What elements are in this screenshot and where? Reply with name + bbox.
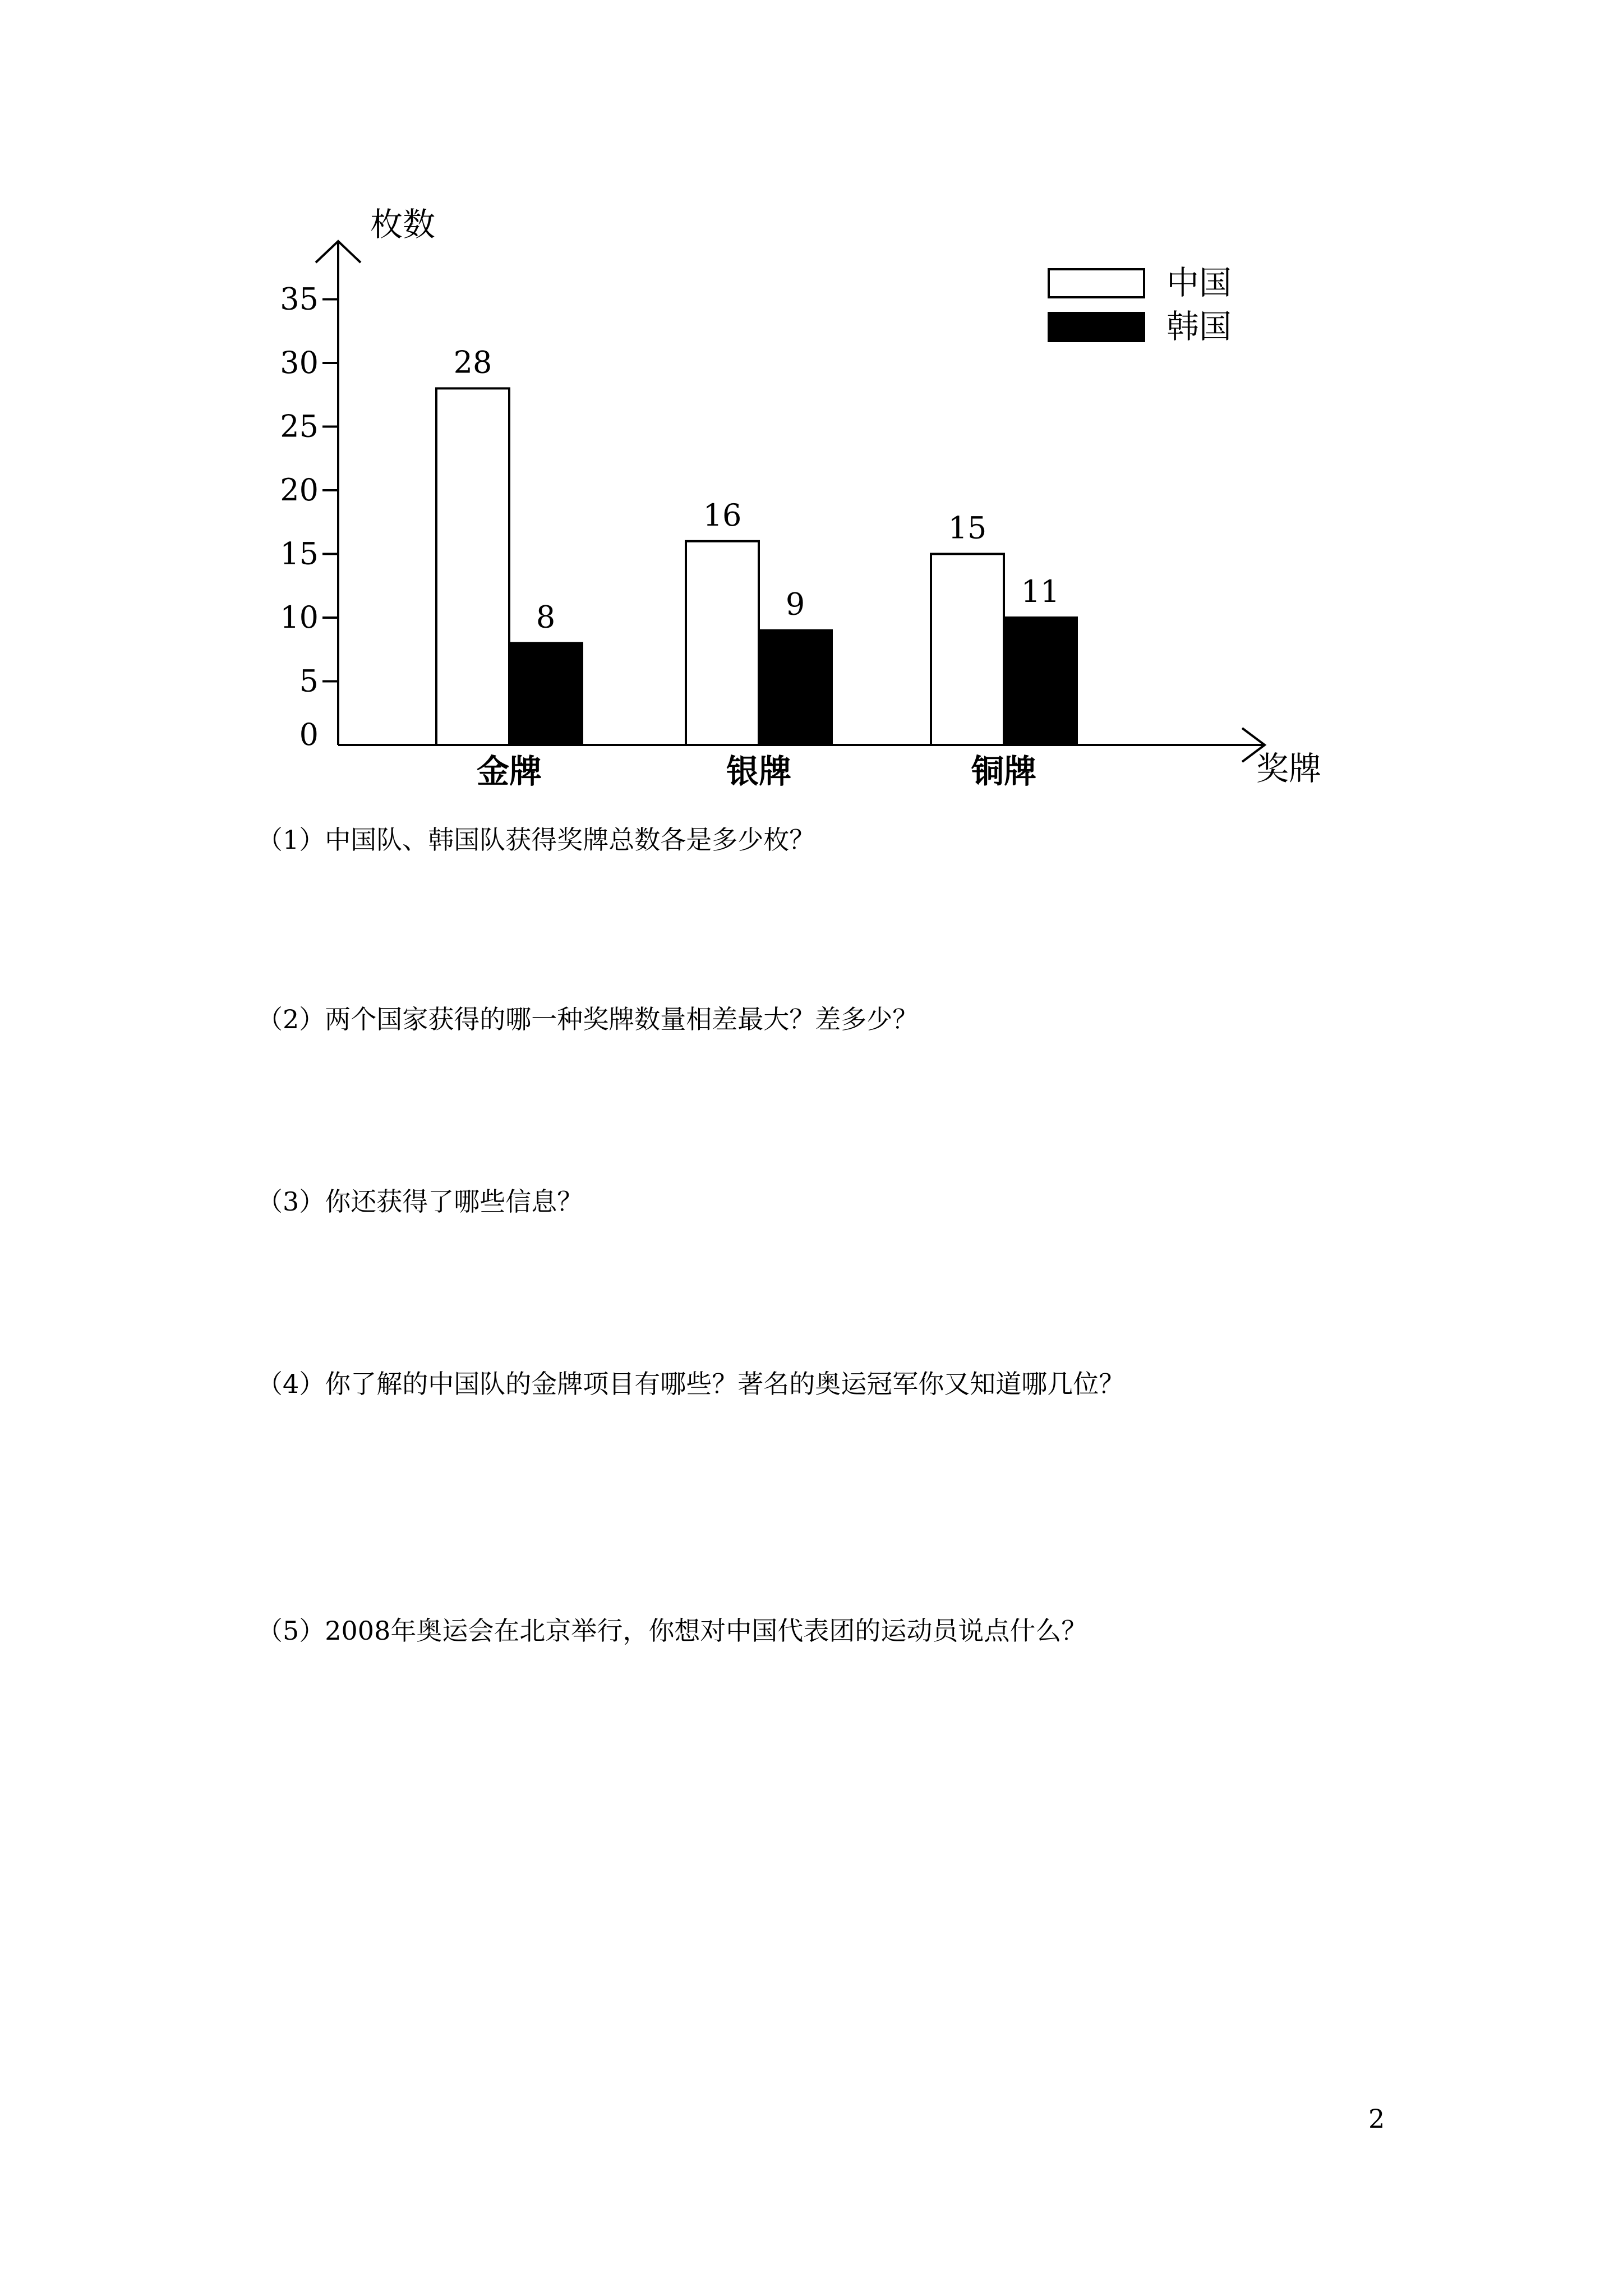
question-4: （4）你了解的中国队的金牌项目有哪些？著名的奥运冠军你又知道哪几位？ <box>257 1369 1125 1399</box>
legend-label: 中国 <box>1166 264 1232 302</box>
bar-korea <box>759 631 832 745</box>
y-tick-label: 25 <box>280 408 319 444</box>
bar-group <box>436 344 1077 790</box>
y-tick-label: 30 <box>280 345 319 380</box>
bar-value-label: 11 <box>1021 574 1060 609</box>
y-axis-ticks <box>280 282 338 753</box>
y-tick-label: 15 <box>280 536 319 572</box>
x-category-label: 金牌 <box>476 752 542 790</box>
medal-bar-chart <box>0 0 1623 841</box>
y-tick-label: 0 <box>299 717 319 752</box>
bar-value-label: 15 <box>948 510 987 546</box>
legend-swatch <box>1049 269 1144 297</box>
y-tick-label: 10 <box>280 600 319 635</box>
x-axis-label: 奖牌 <box>1256 749 1322 788</box>
bar-value-label: 9 <box>785 586 805 622</box>
question-5: （5）2008年奥运会在北京举行，你想对中国代表团的运动员说点什么？ <box>257 1616 1087 1646</box>
question-3: （3）你还获得了哪些信息？ <box>257 1186 583 1217</box>
x-category-label: 银牌 <box>726 752 792 790</box>
bar-china <box>686 541 759 745</box>
x-category-label: 铜牌 <box>971 752 1037 790</box>
question-2: （2）两个国家获得的哪一种奖牌数量相差最大？差多少？ <box>257 1004 919 1034</box>
y-axis-label: 枚数 <box>370 205 436 243</box>
y-tick-label: 5 <box>299 663 319 699</box>
chart-legend <box>1049 264 1232 346</box>
question-1: （1）中国队、韩国队获得奖牌总数各是多少枚？ <box>257 825 815 855</box>
legend-label: 韩国 <box>1166 307 1232 346</box>
legend-swatch <box>1049 313 1144 341</box>
bar-value-label: 8 <box>536 599 556 635</box>
y-tick-label: 20 <box>280 472 319 508</box>
bar-korea <box>509 643 582 745</box>
bar-china <box>931 554 1004 746</box>
y-tick-label: 35 <box>280 281 319 317</box>
bar-china <box>436 388 509 745</box>
bar-value-label: 16 <box>703 497 742 533</box>
bar-value-label: 28 <box>453 344 492 380</box>
page-number: 2 <box>1368 2104 1385 2134</box>
bar-korea <box>1004 618 1077 745</box>
